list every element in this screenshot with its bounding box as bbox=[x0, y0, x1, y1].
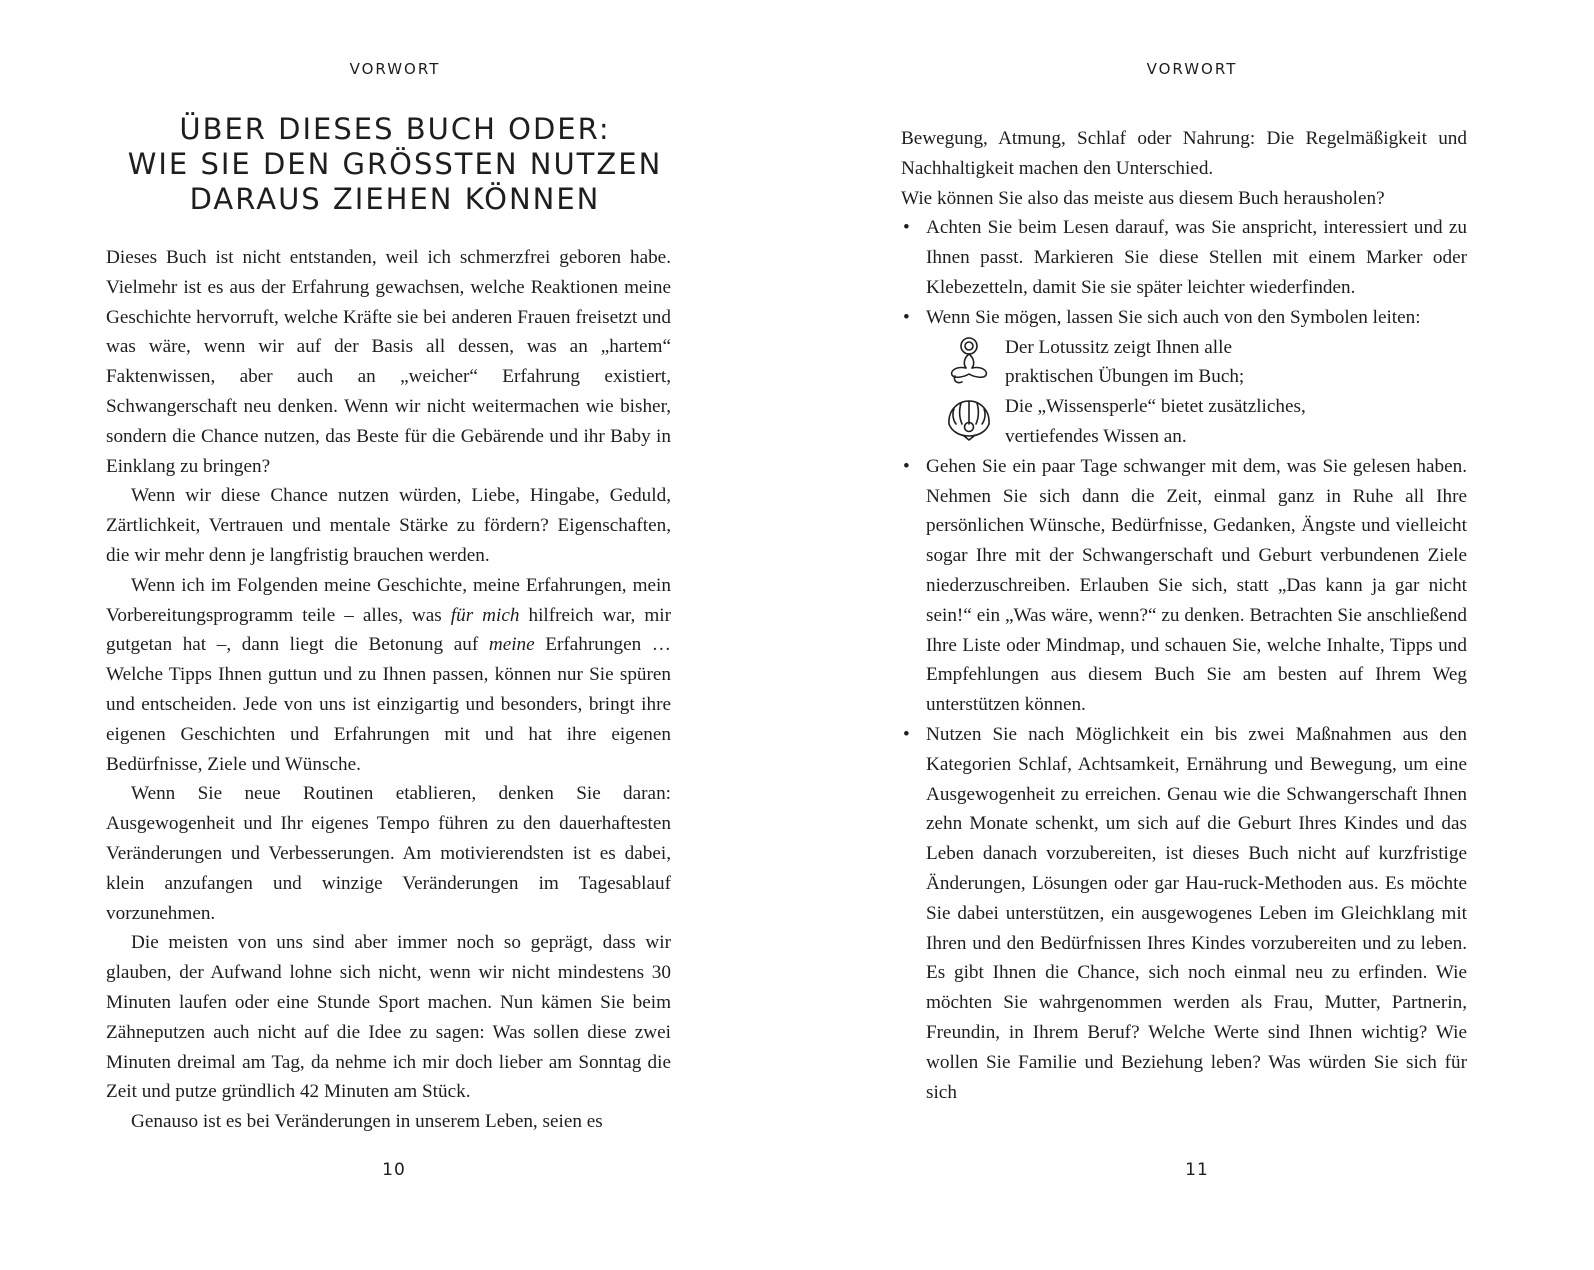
paragraph: Die meisten von uns sind aber immer noch so geprägt, dass wir glauben, der Aufwand lohne sich nicht, wenn wir nicht mindestens 30 Minuten laufen oder eine Stunde Sport machen. Nun kämen Sie beim Zähneputzen auch nicht auf die Idee zu sagen: Was sollen diese zwei Minuten dreimal am Tag, da nehme ich mir doch lieber am Sonntag die Zeit und putze gründlich 42 Minuten am Stück. bbox=[106, 932, 671, 1103]
page-number: 10 bbox=[382, 1160, 406, 1180]
right-page bbox=[797, 0, 1594, 1270]
pearl-shell-icon bbox=[942, 392, 997, 450]
list-item: • Achten Sie beim Lesen darauf, was Sie anspricht, interessiert und zu Ihnen passt. Markieren Sie diese Stellen mit einem Marker oder Klebezetteln, damit Sie sie später leichter wiederfinden. bbox=[901, 213, 1467, 302]
text-run: hilfreich war, mir gutgetan hat –, dann liegt die Betonung auf bbox=[106, 604, 671, 656]
body-text bbox=[901, 124, 1467, 1107]
running-head: VORWORT bbox=[1146, 60, 1238, 78]
lotus-icon bbox=[942, 333, 997, 391]
chapter-title-line: ÜBER DIESES BUCH ODER: bbox=[179, 112, 611, 146]
symbol-legend-lotus bbox=[926, 333, 1467, 393]
chapter-title bbox=[110, 112, 680, 217]
paragraph: Bewegung, Atmung, Schlaf oder Nahrung: Die Regelmäßigkeit und Nachhaltigkeit machen den Unterschied. bbox=[901, 128, 1467, 179]
page-number: 11 bbox=[1185, 1160, 1209, 1180]
list-item: • Gehen Sie ein paar Tage schwanger mit dem, was Sie gelesen haben. Nehmen Sie sich dann die Zeit, einmal ganz in Ruhe all Ihre persönlichen Wünsche, Bedürfnisse, Gedanken, Ängste und vielleicht sogar Ihre mit der Schwangerschaft und Geburt verbundenen Ziele niederzuschreiben. Erlauben Sie sich, statt „Das kann ja gar nicht sein!“ ein „Was wäre, wenn?“ zu denken. Betrachten Sie anschließend Ihre Liste oder Mindmap, und schauen Sie, welche Inhalte, Tipps und Empfehlungen aus diesem Buch Sie am besten auf Ihrem Weg unterstützen können. bbox=[901, 452, 1467, 720]
running-head: VORWORT bbox=[349, 60, 441, 78]
body-text bbox=[106, 243, 671, 1137]
chapter-title-line: WIE SIE DEN GRÖSSTEN NUTZEN bbox=[127, 147, 663, 181]
list-item bbox=[901, 303, 1467, 452]
symbol-description-line: vertiefendes Wissen an. bbox=[1005, 425, 1187, 447]
text-run: Wenn ich im Folgenden meine Geschichte, meine Erfahrungen, mein Vorbereitungsprogramm teile – alles, was bbox=[106, 574, 671, 626]
symbol-description-line: praktischen Übungen im Buch; bbox=[1005, 366, 1245, 388]
paragraph: Genauso ist es bei Veränderungen in unserem Leben, seien es bbox=[131, 1111, 603, 1133]
paragraph bbox=[106, 571, 671, 780]
list-item-text: Wenn Sie mögen, lassen Sie sich auch von den Symbolen leiten: bbox=[926, 306, 1421, 328]
symbol-description-line: Der Lotussitz zeigt Ihnen alle bbox=[1005, 336, 1232, 358]
symbol-legend-pearl bbox=[926, 392, 1467, 452]
text-run: Erfahrungen … Welche Tipps Ihnen guttun und zu Ihnen passen, können nur Sie spüren und entscheiden. Jede von uns ist einzigartig und besonders, bringt ihre eigenen Geschichten und Erfahrungen mit und hat ihre eigenen Bedürfnisse, Ziele und Wünsche. bbox=[106, 634, 671, 775]
paragraph: Dieses Buch ist nicht entstanden, weil ich schmerzfrei geboren habe. Vielmehr ist es aus der Erfahrung gewachsen, welche Reaktionen meine Geschichte hervorruft, welche Kräfte sie bei anderen Frauen freisetzt und was wäre, wenn wir auf der Basis all dessen, was an „hartem“ Faktenwissen, aber auch an „weicher“ Erfahrung existiert, Schwangerschaft neu denken. Wenn wir nicht weitermachen wie bisher, sondern die Chance nutzen, das Beste für die Gebärende und ihr Baby in Einklang zu bringen? bbox=[106, 247, 671, 477]
list-item: • Nutzen Sie nach Möglichkeit ein bis zwei Maßnahmen aus den Kategorien Schlaf, Achtsamkeit, Ernährung und Bewegung, um eine Ausgewogenheit zu erreichen. Genau wie die Schwangerschaft Ihnen zehn Monate schenkt, um sich auf die Geburt Ihres Kindes und das Leben danach vorzubereiten, ist dieses Buch nicht auf kurzfristige Änderungen, Lösungen oder gar Hau-ruck-Methoden aus. Es möchte Sie dabei unterstützen, ein ausgewogenes Leben im Gleichklang mit Ihren und den Bedürfnissen Ihres Kindes vorzubereiten und zu leben. Es gibt Ihnen die Chance, sich noch einmal neu zu erfinden. Wie möchten Sie wahrgenommen werden als Frau, Mutter, Partnerin, Freundin, in Ihrem Beruf? Welche Werte sind Ihnen wichtig? Wie wollen Sie Familie und Beziehung leben? Was würden Sie sich für sich bbox=[901, 720, 1467, 1107]
paragraph: Wie können Sie also das meiste aus diesem Buch herausholen? bbox=[901, 187, 1385, 209]
symbol-description-line: Die „Wissensperle“ bietet zusätzliches, bbox=[1005, 396, 1306, 418]
paragraph: Wenn Sie neue Routinen etablieren, denken Sie daran: Ausgewogenheit und Ihr eigenes Tempo führen zu den dauerhaftesten Veränderungen und Verbesserungen. Am motivierendsten ist es dabei, klein anzufangen und winzige Veränderungen im Tagesablauf vorzunehmen. bbox=[106, 783, 671, 924]
emphasis: für mich bbox=[450, 604, 520, 626]
emphasis: meine bbox=[488, 634, 535, 656]
chapter-title-line: DARAUS ZIEHEN KÖNNEN bbox=[189, 182, 601, 216]
paragraph: Wenn wir diese Chance nutzen würden, Liebe, Hingabe, Geduld, Zärtlichkeit, Vertrauen und mentale Stärke zu fördern? Eigenschaften, die wir mehr denn je langfristig brauchen werden. bbox=[106, 485, 671, 566]
bullet-list bbox=[901, 213, 1467, 1107]
